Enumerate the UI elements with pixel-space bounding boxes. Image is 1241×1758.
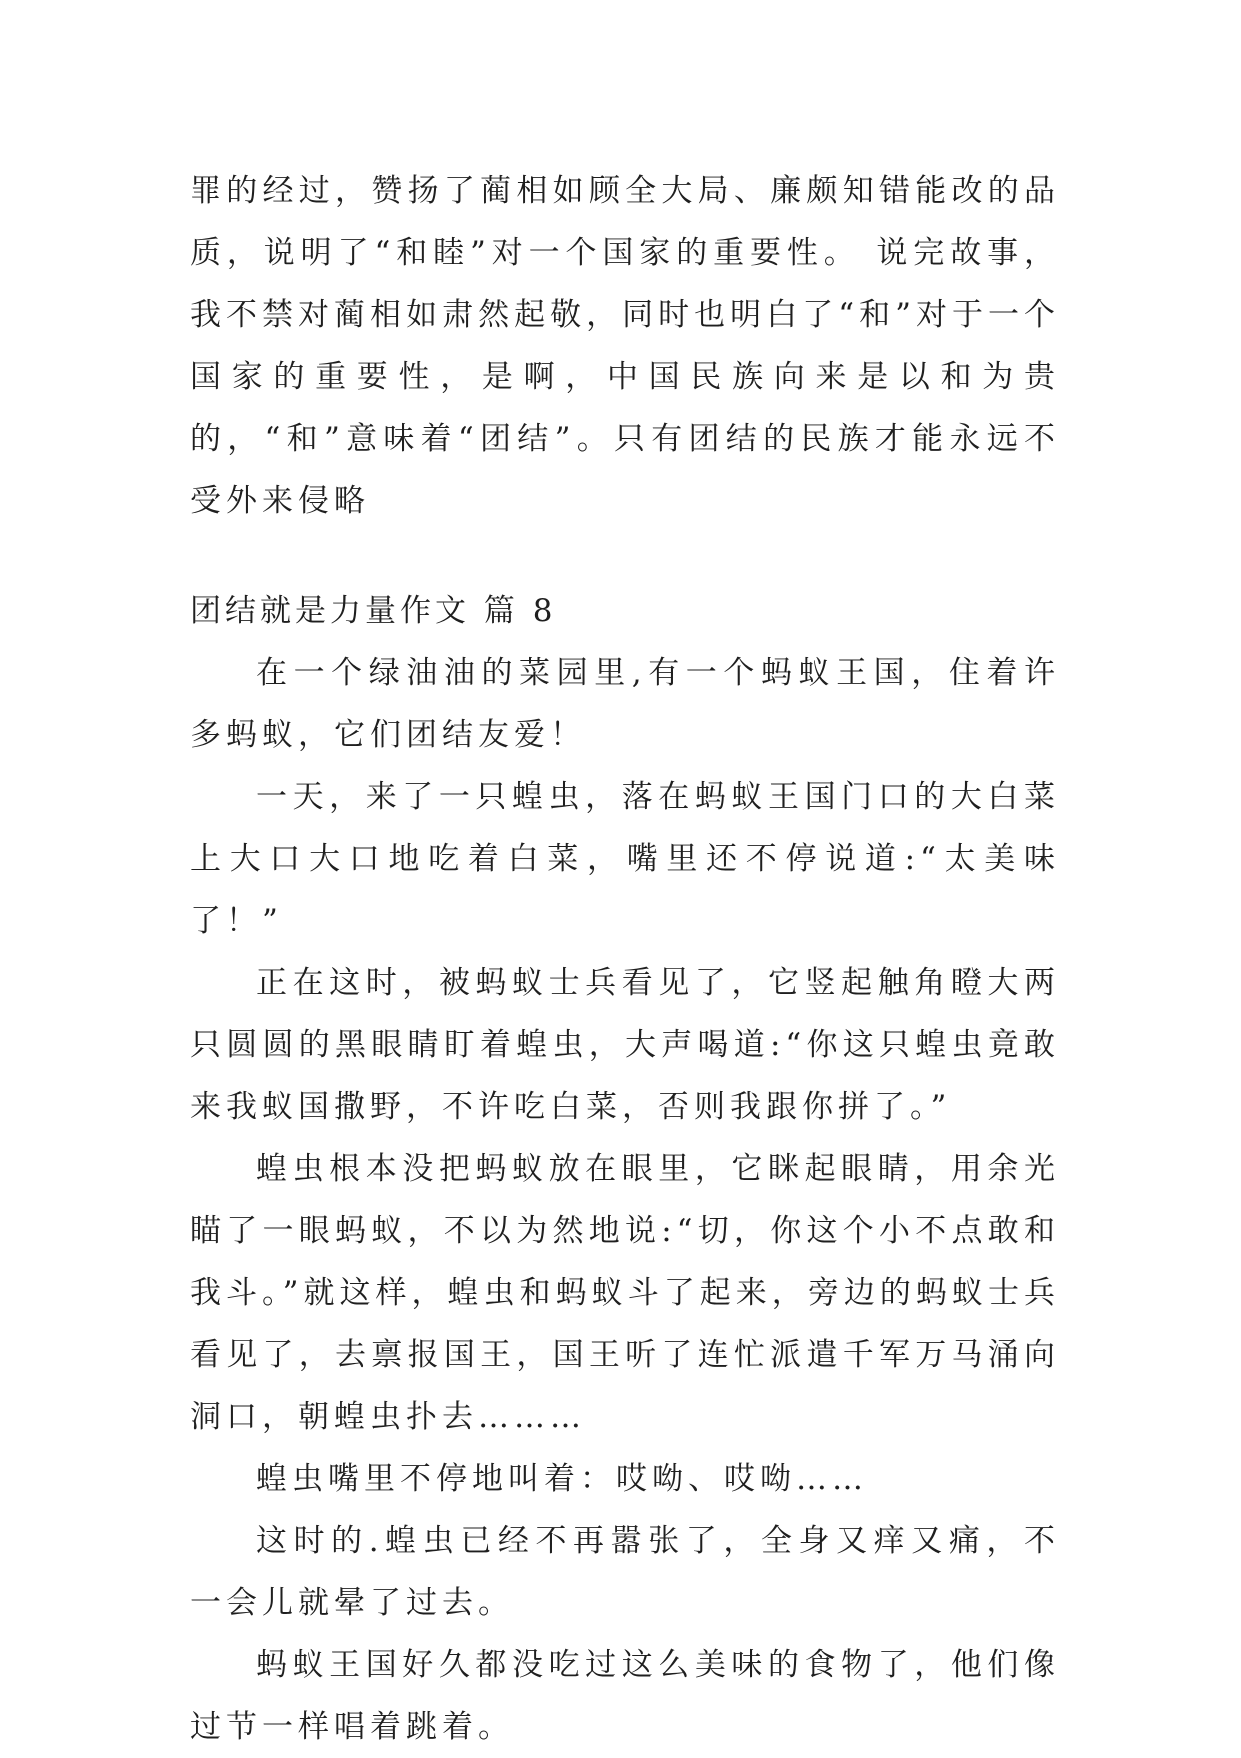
story-paragraph-6: 这时的.蝗虫已经不再嚣张了，全身又痒又痛，不一会儿就晕了过去。 [190,1523,1060,1621]
story-paragraph-7: 蚂蚁王国好久都没吃过这么美味的食物了，他们像过节一样唱着跳着。 [190,1647,1060,1745]
story-paragraph-4: 蝗虫根本没把蚂蚁放在眼里，它眯起眼睛，用余光瞄了一眼蚂蚁，不以为然地说:“切，你这个小不点敢和我斗。”就这样，蝗虫和蚂蚁斗了起来，旁边的蚂蚁士兵看见了，去禀报国王，国王听了连忙派遣千军万马涌向洞口，朝蝗虫扑去……… [190,1151,1060,1435]
story-paragraph-2: 一天，来了一只蝗虫，落在蚂蚁王国门口的大白菜上大口大口地吃着白菜，嘴里还不停说道:“太美味了！” [190,779,1060,939]
story-paragraph-5: 蝗虫嘴里不停地叫着：哎呦、哎呦…… [256,1461,868,1497]
intro-paragraph: 罪的经过，赞扬了蔺相如顾全大局、廉颇知错能改的品质，说明了“和睦”对一个国家的重要性。 说完故事，我不禁对蔺相如肃然起敬，同时也明白了“和”对于一个国家的重要性，是啊，中国民族向来是以和为贵的，“和”意味着“团结”。只有团结的民族才能永远不受外来侵略 [190,173,1060,519]
document-body [190,160,1060,1758]
section-title: 团结就是力量作文 篇 8 [190,593,557,629]
story-paragraph-3: 正在这时，被蚂蚁士兵看见了，它竖起触角瞪大两只圆圆的黑眼睛盯着蝗虫，大声喝道:“你这只蝗虫竟敢来我蚁国撒野，不许吃白菜，否则我跟你拼了。” [190,965,1060,1125]
story-paragraph-1: 在一个绿油油的菜园里,有一个蚂蚁王国，住着许多蚂蚁，它们团结友爱！ [190,655,1060,753]
section-gap [190,532,1060,580]
